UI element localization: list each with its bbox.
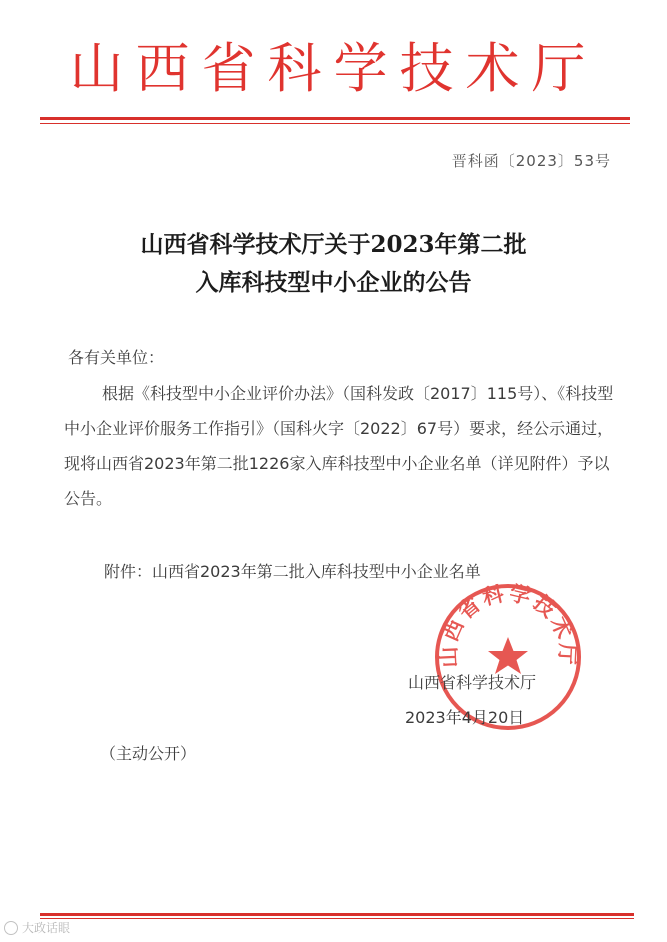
disclosure-note: （主动公开）	[100, 744, 197, 763]
notice-title-line-2: 入库科技型中小企业的公告	[195, 269, 472, 296]
attachment-line: 附件：山西省2023年第二批入库科技型中小企业名单	[104, 562, 481, 581]
header-rule-thick	[40, 117, 630, 120]
star-icon	[488, 637, 528, 674]
org-header-title: 山西省科学技术厅	[69, 37, 598, 100]
signature-date: 2023年4月20日	[405, 708, 525, 727]
watermark-logo-icon	[4, 921, 18, 935]
addressee: 各有关单位：	[68, 348, 165, 367]
notice-title-line-1: 山西省科学技术厅关于2023年第二批	[140, 231, 527, 258]
signature-org: 山西省科学技术厅	[408, 673, 537, 692]
footer-rule-thick	[40, 913, 634, 916]
body-paragraph: 根据《科技型中小企业评价办法》（国科发政〔2017〕115号）、《科技型中小企业评价服务工作指引》（国科火字〔2022〕67号）要求，经公示通过，现将山西省2023年第二批1226家入库科技型中小企业名单（详见附件）予以公告。	[64, 384, 614, 508]
seal-text: 山西省科学技术厅	[435, 581, 581, 669]
header-rule-thin	[40, 123, 630, 124]
watermark	[4, 919, 70, 936]
document-number: 晋科函〔2023〕53号	[451, 152, 611, 170]
footer-rule-thin	[40, 918, 634, 919]
watermark-text: 大政话眼	[22, 921, 71, 935]
